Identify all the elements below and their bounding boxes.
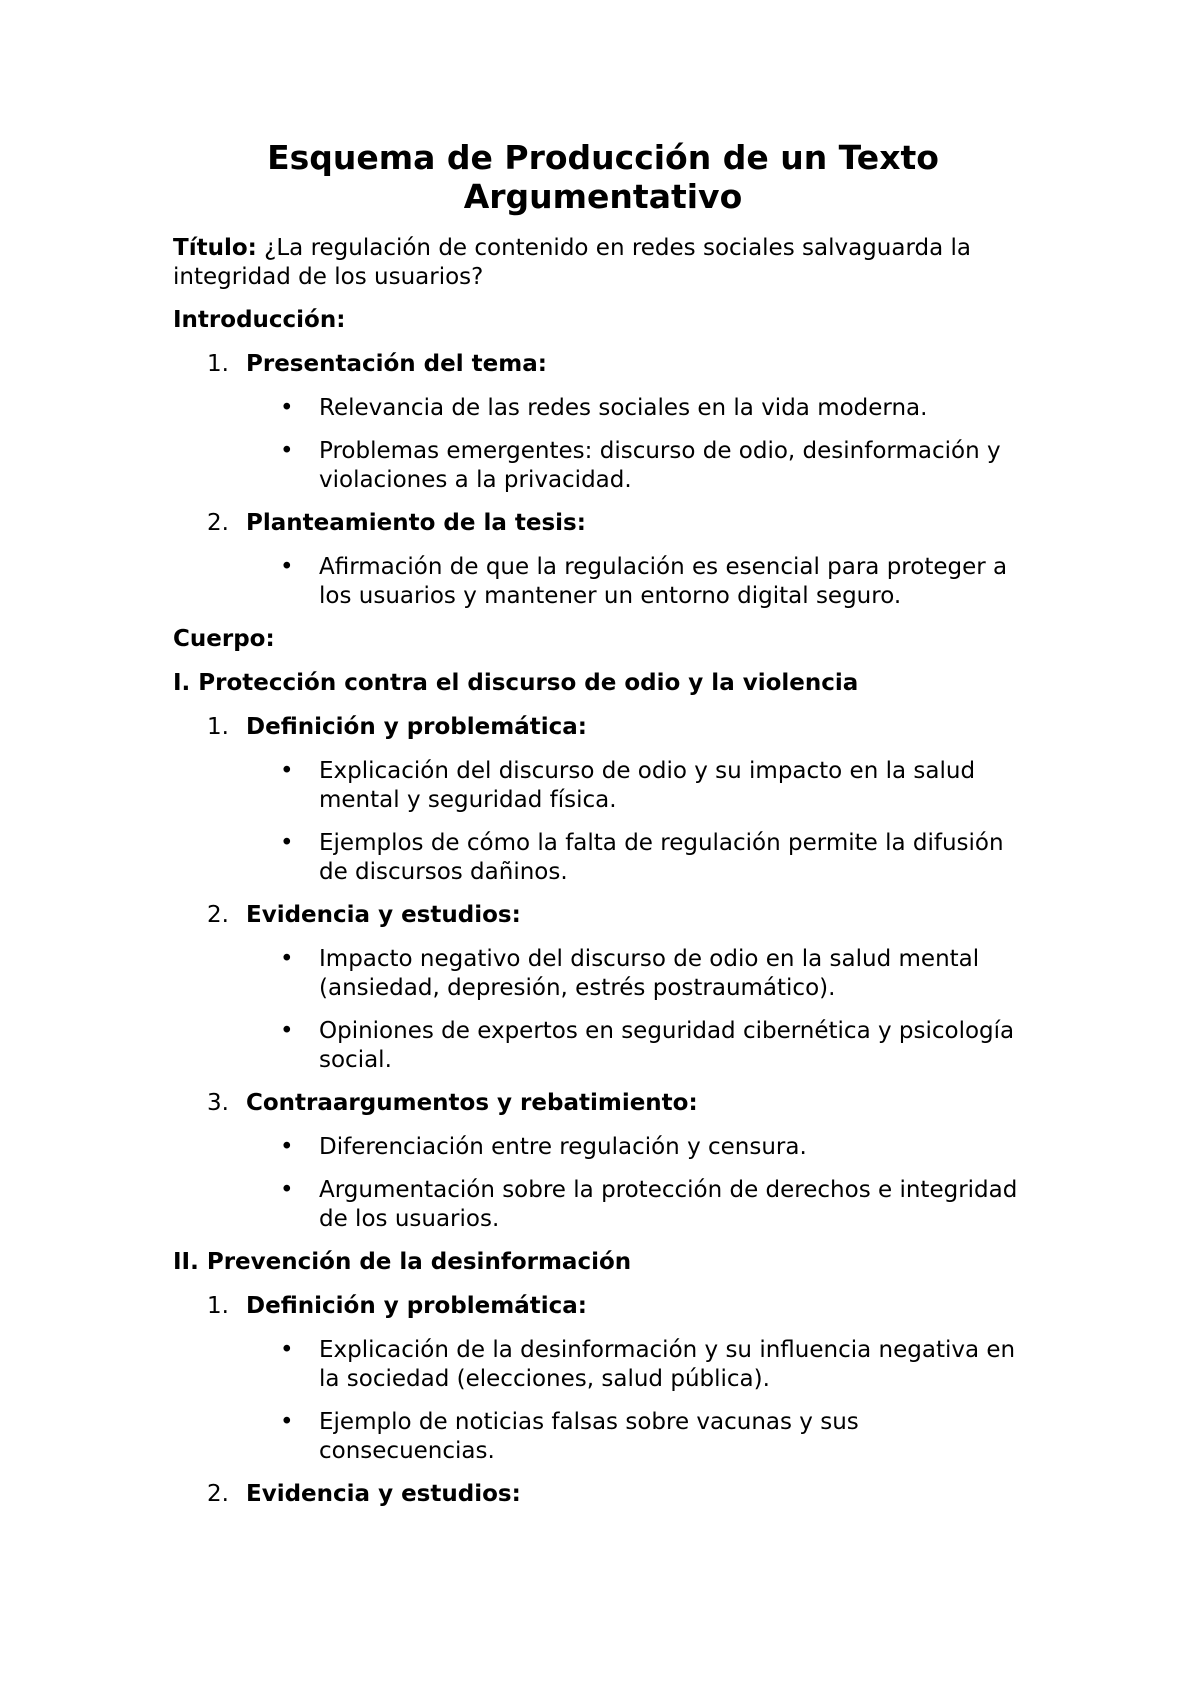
- bullet-icon: •: [280, 830, 294, 856]
- bullet-text: Explicación de la desinformación y su influencia negativa en la sociedad (elecciones, salud pública).: [319, 1337, 1016, 1392]
- section-1-heading: I. Protección contra el discurso de odio y la violencia: [173, 670, 859, 696]
- list-item: [173, 945, 1033, 1003]
- introduccion-list: [173, 350, 1033, 611]
- bullet-text: Explicación del discurso de odio y su impacto en la salud mental y seguridad física.: [319, 758, 976, 813]
- intro-item-2-number: 2.: [207, 510, 229, 536]
- bullet-icon: •: [280, 554, 294, 580]
- list-item: [173, 829, 1033, 887]
- bullet-text: Ejemplos de cómo la falta de regulación permite la difusión de discursos dañinos.: [319, 830, 1004, 885]
- intro-item-2: [173, 509, 1033, 538]
- s1-item-1-number: 1.: [207, 714, 229, 740]
- bullet-icon: •: [280, 438, 294, 464]
- s1-item-2-number: 2.: [207, 902, 229, 928]
- document-page: [173, 138, 1033, 1524]
- bullet-icon: •: [280, 758, 294, 784]
- titulo-label: Título:: [173, 235, 257, 261]
- bullet-text: Argumentación sobre la protección de derechos e integridad de los usuarios.: [319, 1177, 1018, 1232]
- bullet-icon: •: [280, 1018, 294, 1044]
- s2-item-2: [173, 1480, 1033, 1509]
- s2-item-2-label: Evidencia y estudios:: [246, 1481, 521, 1507]
- bullet-icon: •: [280, 395, 294, 421]
- s1-item-3-number: 3.: [207, 1090, 229, 1116]
- s2-item-1-label: Definición y problemática:: [246, 1293, 587, 1319]
- bullet-text: Afirmación de que la regulación es esencial para proteger a los usuarios y mantener un entorno digital seguro.: [319, 554, 1008, 609]
- intro-item-1-number: 1.: [207, 351, 229, 377]
- section-2-list: [173, 1292, 1033, 1509]
- cuerpo-heading: Cuerpo:: [173, 626, 275, 652]
- bullet-text: Problemas emergentes: discurso de odio, desinformación y violaciones a la privacidad.: [319, 438, 1001, 493]
- list-item: [173, 553, 1033, 611]
- s1-item-3-label: Contraargumentos y rebatimiento:: [246, 1090, 698, 1116]
- titulo-line: [173, 234, 1033, 292]
- bullet-text: Impacto negativo del discurso de odio en la salud mental (ansiedad, depresión, estrés postraumático).: [319, 946, 980, 1001]
- list-item: [173, 394, 1033, 423]
- bullet-icon: •: [280, 946, 294, 972]
- list-item: [173, 1176, 1033, 1234]
- bullet-text: Diferenciación entre regulación y censura.: [319, 1134, 807, 1160]
- introduccion-heading: Introducción:: [173, 307, 346, 333]
- list-item: [173, 1133, 1033, 1162]
- s1-item-2-label: Evidencia y estudios:: [246, 902, 521, 928]
- bullet-icon: •: [280, 1409, 294, 1435]
- list-item: [173, 437, 1033, 495]
- section-1-list: [173, 713, 1033, 1234]
- intro-item-1: [173, 350, 1033, 379]
- section-2-heading: II. Prevención de la desinformación: [173, 1249, 632, 1275]
- list-item: [173, 1336, 1033, 1394]
- bullet-icon: •: [280, 1177, 294, 1203]
- s2-item-1: [173, 1292, 1033, 1321]
- titulo-text: ¿La regulación de contenido en redes sociales salvaguarda la integridad de los usuarios?: [173, 235, 971, 290]
- s2-item-2-number: 2.: [207, 1481, 229, 1507]
- document-title: Esquema de Producción de un Texto Argumentativo: [267, 138, 939, 216]
- s1-item-1-label: Definición y problemática:: [246, 714, 587, 740]
- s1-item-1: [173, 713, 1033, 742]
- bullet-text: Ejemplo de noticias falsas sobre vacunas y sus consecuencias.: [319, 1409, 859, 1464]
- bullet-icon: •: [280, 1134, 294, 1160]
- bullet-text: Opiniones de expertos en seguridad cibernética y psicología social.: [319, 1018, 1015, 1073]
- intro-item-2-label: Planteamiento de la tesis:: [246, 510, 586, 536]
- s2-item-1-number: 1.: [207, 1293, 229, 1319]
- bullet-text: Relevancia de las redes sociales en la vida moderna.: [319, 395, 928, 421]
- bullet-icon: •: [280, 1337, 294, 1363]
- intro-item-1-label: Presentación del tema:: [246, 351, 547, 377]
- list-item: [173, 1017, 1033, 1075]
- list-item: [173, 757, 1033, 815]
- list-item: [173, 1408, 1033, 1466]
- s1-item-2: [173, 901, 1033, 930]
- s1-item-3: [173, 1089, 1033, 1118]
